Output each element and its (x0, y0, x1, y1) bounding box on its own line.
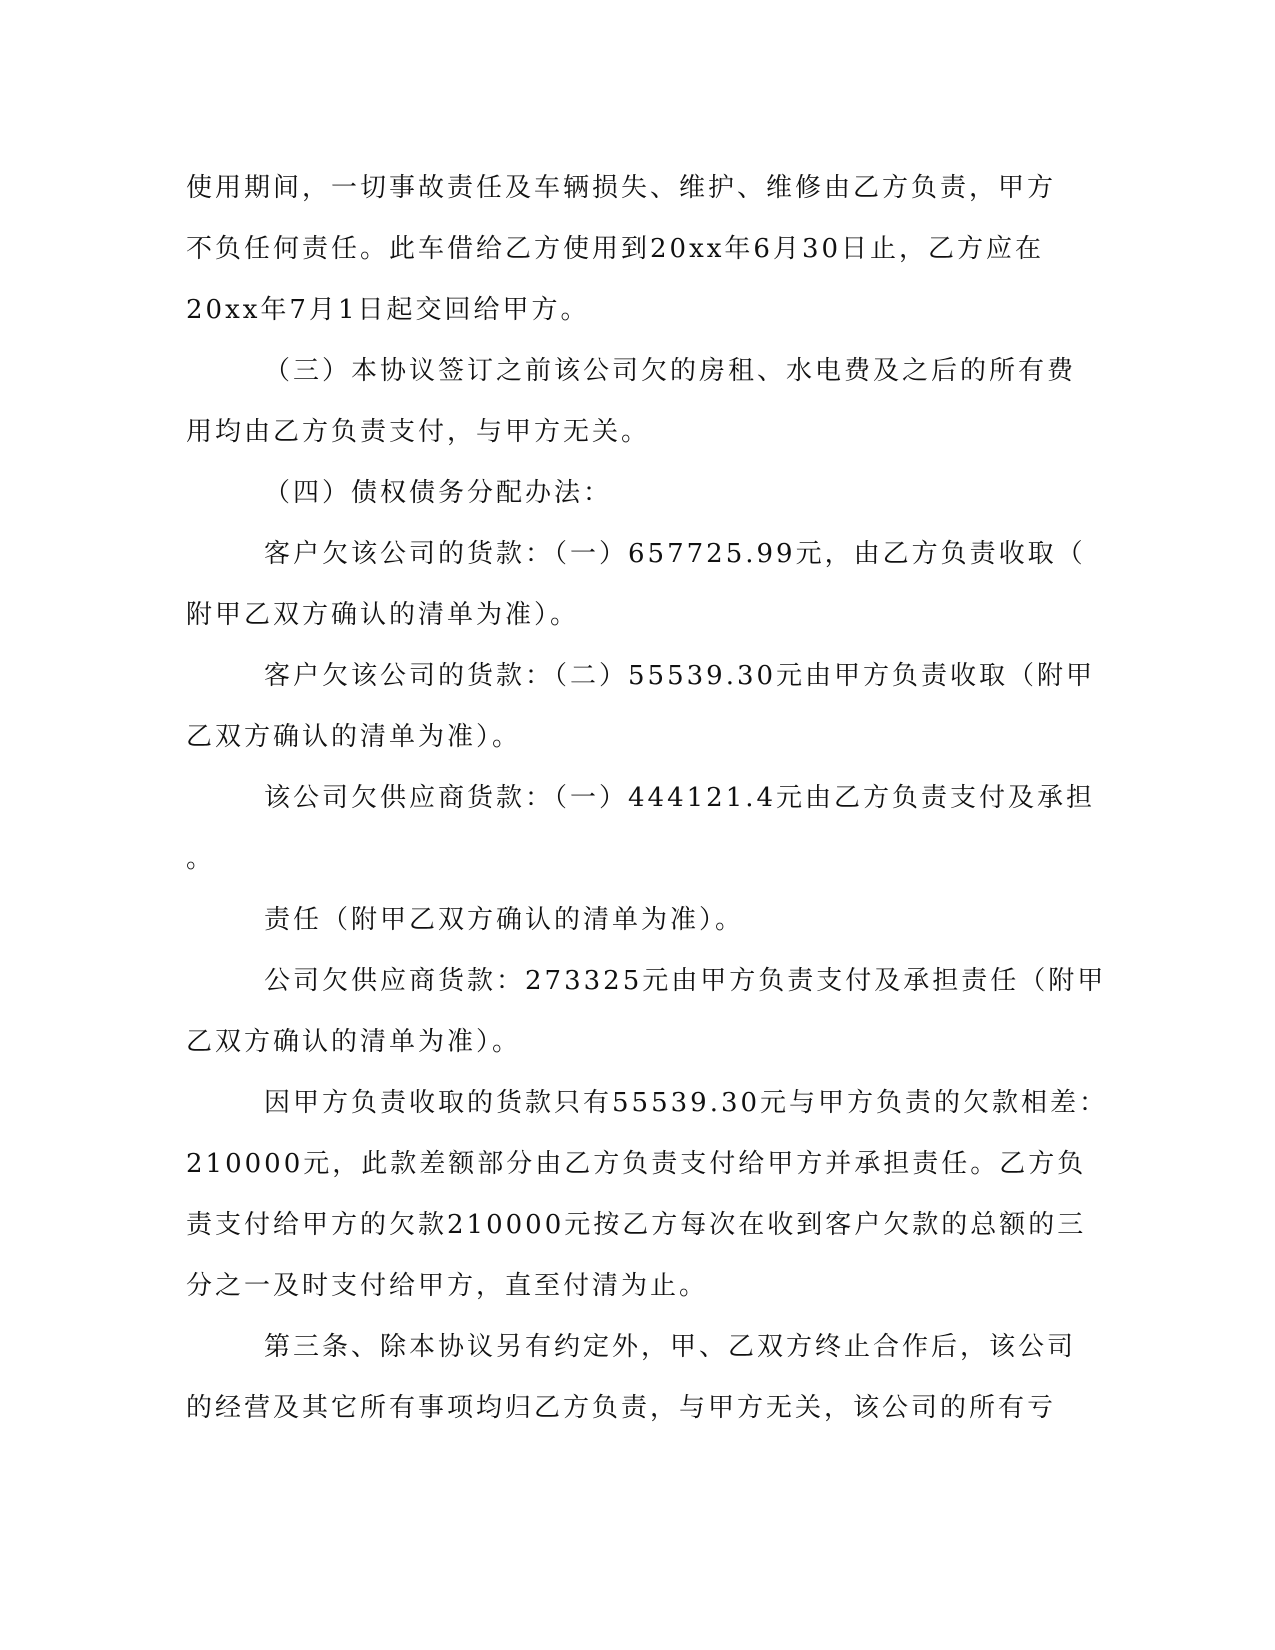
text-line: 的经营及其它所有事项均归乙方负责，与甲方无关，该公司的所有亏 (186, 1393, 1057, 1423)
paragraph-start-line: 公司欠供应商货款：273325元由甲方负责支付及承担责任（附甲 (264, 966, 1107, 996)
section-heading: （四）债权债务分配办法： (264, 478, 613, 508)
text-line: 乙双方确认的清单为准）。 (186, 722, 522, 752)
text-line: 附甲乙双方确认的清单为准）。 (186, 600, 580, 630)
document-body (186, 158, 1109, 1439)
text-line: 使用期间，一切事故责任及车辆损失、维护、维修由乙方负责，甲方 (186, 173, 1057, 203)
text-line: 乙双方确认的清单为准）。 (186, 1027, 522, 1057)
text-line: 分之一及时支付给甲方，直至付清为止。 (186, 1271, 709, 1301)
paragraph-start-line: 因甲方负责收取的货款只有55539.30元与甲方负责的欠款相差： (264, 1088, 1109, 1118)
paragraph-start-line: （三）本协议签订之前该公司欠的房租、水电费及之后的所有费 (264, 356, 1077, 386)
text-line: 不负任何责任。此车借给乙方使用到20xx年6月30日止，乙方应在 (186, 234, 1045, 264)
text-line: 责支付给甲方的欠款210000元按乙方每次在收到客户欠款的总额的三 (186, 1210, 1087, 1240)
text-line: 210000元，此款差额部分由乙方负责支付给甲方并承担责任。乙方负 (186, 1149, 1087, 1179)
paragraph-start-line: 第三条、除本协议另有约定外，甲、乙双方终止合作后，该公司 (264, 1332, 1077, 1362)
paragraph-start-line: 该公司欠供应商货款：（一）444121.4元由乙方负责支付及承担 (264, 783, 1096, 813)
paragraph-start-line: 客户欠该公司的货款：（一）657725.99元，由乙方负责收取（ (264, 539, 1086, 569)
paragraph-start-line: 责任（附甲乙双方确认的清单为准）。 (264, 905, 745, 935)
text-line: 20xx年7月1日起交回给甲方。 (186, 295, 590, 325)
paragraph-start-line: 客户欠该公司的货款：（二）55539.30元由甲方负责收取（附甲 (264, 661, 1096, 691)
text-line: 用均由乙方负责支付，与甲方无关。 (186, 417, 651, 447)
text-line: 。 (186, 844, 216, 874)
